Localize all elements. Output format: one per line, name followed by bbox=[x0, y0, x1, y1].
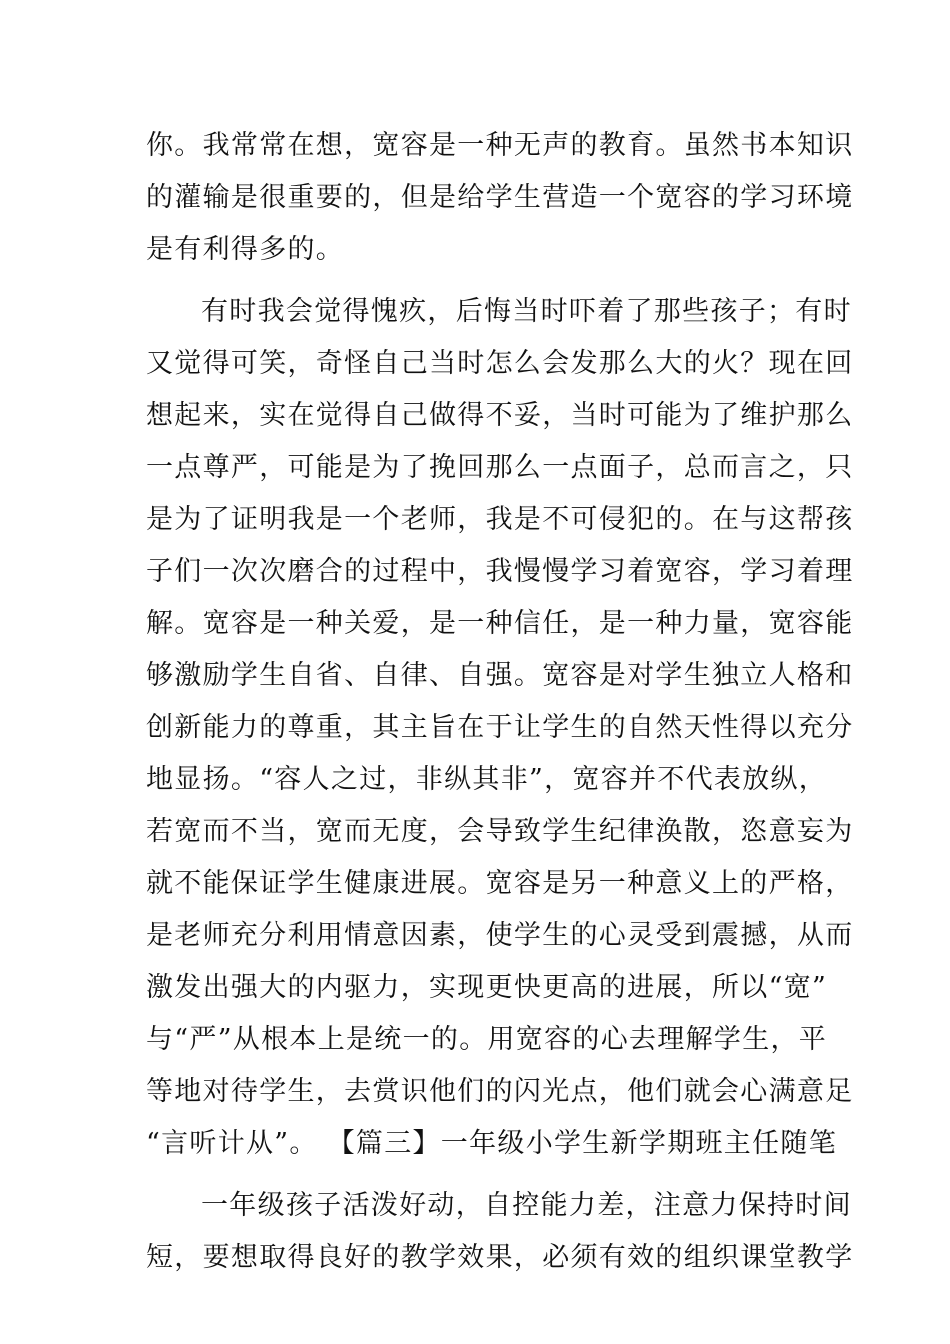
text-line: 地显扬。“容人之过，非纵其非”，宽容并不代表放纵， bbox=[146, 764, 828, 795]
text-line: “言听计从”。 【篇三】一年级小学生新学期班主任随笔 bbox=[146, 1128, 837, 1159]
paragraph-1 bbox=[146, 120, 854, 276]
text-line: 有时我会觉得愧疚，后悔当时吓着了那些孩子；有时 bbox=[201, 296, 852, 327]
text-line: 是有利得多的。 bbox=[146, 234, 345, 265]
text-line: 激发出强大的内驱力，实现更快更高的进展，所以“宽” bbox=[146, 972, 828, 1003]
text-line: 够激励学生自省、自律、自强。宽容是对学生独立人格和 bbox=[146, 660, 854, 691]
text-line: 的灌输是很重要的，但是给学生营造一个宽容的学习环境 bbox=[146, 182, 854, 213]
text-line: 若宽而不当，宽而无度，会导致学生纪律涣散，恣意妄为 bbox=[146, 816, 854, 847]
paragraph-3 bbox=[146, 1180, 854, 1284]
text-line: 创新能力的尊重，其主旨在于让学生的自然天性得以充分 bbox=[146, 712, 854, 743]
text-line: 是为了证明我是一个老师，我是不可侵犯的。在与这帮孩 bbox=[146, 504, 854, 535]
text-line: 短，要想取得良好的教学效果，必须有效的组织课堂教学 bbox=[146, 1242, 854, 1273]
text-line: 就不能保证学生健康进展。宽容是另一种意义上的严格， bbox=[146, 868, 854, 899]
text-line: 等地对待学生，去赏识他们的闪光点，他们就会心满意足 bbox=[146, 1076, 854, 1107]
document-body bbox=[146, 120, 854, 1284]
text-line: 与“严”从根本上是统一的。用宽容的心去理解学生，平 bbox=[146, 1024, 828, 1055]
paragraph-gap bbox=[146, 1170, 810, 1180]
text-line: 你。我常常在想，宽容是一种无声的教育。虽然书本知识 bbox=[146, 130, 854, 161]
text-line: 想起来，实在觉得自己做得不妥，当时可能为了维护那么 bbox=[146, 400, 854, 431]
text-line: 一年级孩子活泼好动，自控能力差，注意力保持时间 bbox=[201, 1190, 852, 1221]
text-line: 子们一次次磨合的过程中，我慢慢学习着宽容，学习着理 bbox=[146, 556, 854, 587]
paragraph-gap bbox=[146, 276, 810, 286]
text-line: 一点尊严，可能是为了挽回那么一点面子，总而言之，只 bbox=[146, 452, 854, 483]
text-line: 又觉得可笑，奇怪自己当时怎么会发那么大的火？现在回 bbox=[146, 348, 854, 379]
text-line: 解。宽容是一种关爱，是一种信任，是一种力量，宽容能 bbox=[146, 608, 854, 639]
text-line: 是老师充分利用情意因素，使学生的心灵受到震撼，从而 bbox=[146, 920, 854, 951]
paragraph-2 bbox=[146, 286, 854, 1170]
